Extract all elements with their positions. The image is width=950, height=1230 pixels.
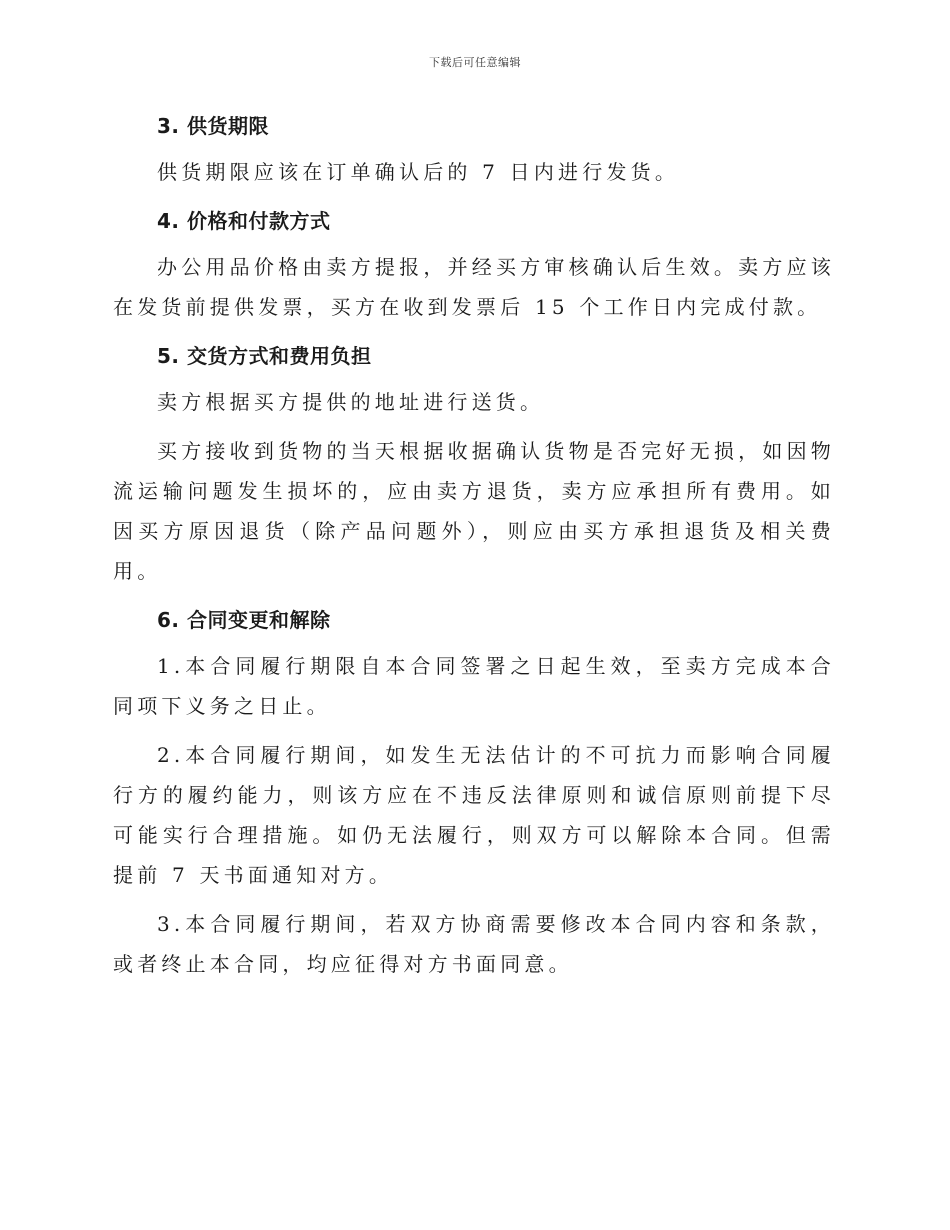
section-heading: 4. 价格和付款方式 bbox=[157, 209, 331, 233]
section-delivery-costs bbox=[113, 336, 835, 591]
section-heading: 3. 供货期限 bbox=[157, 114, 269, 138]
section-heading: 6. 合同变更和解除 bbox=[157, 608, 331, 632]
paragraph: 供货期限应该在订单确认后的 7 日内进行发货。 bbox=[157, 160, 680, 184]
document-body bbox=[113, 106, 835, 993]
section-supply-period bbox=[113, 106, 835, 192]
paragraph: 1.本合同履行期限自本合同签署之日起生效，至卖方完成本合同项下义务之日止。 bbox=[113, 654, 835, 718]
page-header: 下载后可任意编辑 bbox=[429, 56, 521, 69]
paragraph: 卖方根据买方提供的地址进行送货。 bbox=[157, 390, 545, 414]
paragraph: 办公用品价格由卖方提报，并经买方审核确认后生效。卖方应该在发货前提供发票，买方在收到发票后 15 个工作日内完成付款。 bbox=[113, 255, 835, 319]
paragraph: 2.本合同履行期间，如发生无法估计的不可抗力而影响合同履行方的履约能力，则该方应在不违反法律原则和诚信原则前提下尽可能实行合理措施。如仍无法履行，则双方可以解除本合同。但需提前 7 天书面通知对方。 bbox=[113, 743, 835, 887]
paragraph: 3.本合同履行期间，若双方协商需要修改本合同内容和条款，或者终止本合同，均应征得对方书面同意。 bbox=[113, 912, 835, 976]
section-heading: 5. 交货方式和费用负担 bbox=[157, 344, 372, 368]
section-price-payment bbox=[113, 201, 835, 327]
section-change-termination bbox=[113, 600, 835, 984]
paragraph: 买方接收到货物的当天根据收据确认货物是否完好无损，如因物流运输问题发生损坏的，应由卖方退货，卖方应承担所有费用。如因买方原因退货（除产品问题外），则应由买方承担退货及相关费用。 bbox=[113, 439, 835, 583]
